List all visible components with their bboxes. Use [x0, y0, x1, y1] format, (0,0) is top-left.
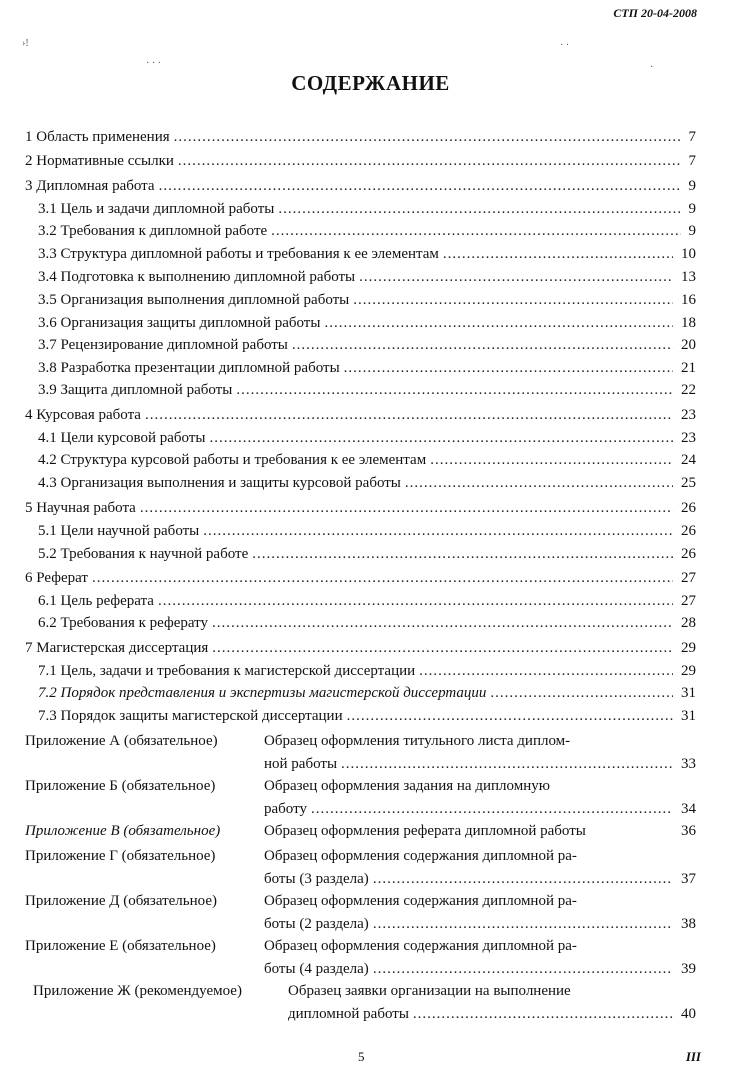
toc-entry-page: 27 — [681, 570, 696, 586]
toc-entry-page: 7 — [688, 153, 696, 169]
scan-smudge: · · — [560, 40, 570, 51]
leader-dots — [212, 637, 673, 659]
toc-entry — [38, 357, 696, 379]
toc-entry-text: 3.9 Защита дипломной работы — [38, 382, 233, 398]
appendix-label: Приложение Е (обязательное) — [25, 938, 216, 954]
appendix-label: Приложение В (обязательное) — [25, 823, 221, 839]
leader-dots — [373, 868, 673, 890]
appendix-title-text: Образец оформления содержания дипломной ра- — [264, 893, 577, 909]
toc-entry — [25, 150, 696, 172]
toc-entry-page: 29 — [681, 640, 696, 656]
document-code: СТП 20-04-2008 — [613, 6, 697, 20]
toc-entry — [38, 612, 696, 634]
appendix-title-text: работу — [264, 801, 307, 817]
toc-entry-text: 6.2 Требования к реферату — [38, 615, 209, 631]
toc-entry-text: 3.3 Структура дипломной работы и требования к ее элементам — [38, 246, 439, 262]
appendix-title-line — [264, 730, 696, 752]
leader-dots — [174, 126, 681, 148]
toc-entry-page: 31 — [681, 685, 696, 701]
toc-entry — [25, 567, 696, 589]
leader-dots — [413, 1003, 673, 1025]
toc-entry-page: 22 — [681, 382, 696, 398]
toc-entry-text: 4.3 Организация выполнения и защиты курсовой работы — [38, 475, 401, 491]
leader-dots — [341, 753, 673, 775]
toc-entry-page: 18 — [681, 315, 696, 331]
toc-entry — [38, 312, 696, 334]
toc-entry — [38, 266, 696, 288]
appendix-title-text: Образец оформления содержания дипломной ра- — [264, 938, 577, 954]
leader-dots — [405, 472, 673, 494]
appendix-title-text: дипломной работы — [288, 1006, 409, 1022]
appendix-label: Приложение Д (обязательное) — [25, 893, 217, 909]
toc-entry-text: 3.5 Организация выполнения дипломной работы — [38, 292, 350, 308]
leader-dots — [347, 705, 673, 727]
leader-dots — [443, 243, 673, 265]
appendix-title-text: боты (2 раздела) — [264, 916, 369, 932]
leader-dots — [212, 612, 673, 634]
toc-entry-text: 7 Магистерская диссертация — [25, 640, 209, 656]
appendix-label: Приложение Б (обязательное) — [25, 778, 216, 794]
toc-entry-text: 5.2 Требования к научной работе — [38, 546, 249, 562]
appendix-title-line — [264, 820, 696, 842]
toc-entry — [38, 334, 696, 356]
page-title: СОДЕРЖАНИЕ — [291, 71, 450, 95]
leader-dots — [311, 798, 673, 820]
toc-entry-text: 1 Область применения — [25, 129, 170, 145]
scan-smudge: ›! — [22, 38, 29, 49]
leader-dots — [209, 427, 673, 449]
toc-entry-text: 3.6 Организация защиты дипломной работы — [38, 315, 321, 331]
toc-entry-text: 4.2 Структура курсовой работы и требования к ее элементам — [38, 452, 427, 468]
toc-entry — [38, 705, 696, 727]
leader-dots — [324, 312, 673, 334]
page-roman-number: III — [685, 1049, 701, 1064]
toc-entry-text: 6.1 Цель реферата — [38, 593, 154, 609]
appendix-title-line — [264, 845, 696, 867]
toc-entry-page: 10 — [681, 246, 696, 262]
toc-entry-text: 3.1 Цель и задачи дипломной работы — [38, 201, 275, 217]
appendix-title-text: Образец оформления титульного листа диплом- — [264, 733, 571, 749]
toc-entry-text: 4.1 Цели курсовой работы — [38, 430, 206, 446]
leader-dots — [203, 520, 673, 542]
toc-entry-text: 7.1 Цель, задачи и требования к магистерской диссертации — [38, 663, 416, 679]
leader-dots — [419, 660, 673, 682]
toc-entry-page: 24 — [681, 452, 696, 468]
leader-dots — [178, 150, 681, 172]
toc-entry-text: 3.2 Требования к дипломной работе — [38, 223, 268, 239]
page-number: 5 — [358, 1049, 365, 1064]
toc-entry-text: 7.2 Порядок представления и экспертизы магистерской диссертации — [38, 685, 487, 701]
toc-entry-page: 13 — [681, 269, 696, 285]
appendix-title-text: Образец оформления реферата дипломной работы — [264, 823, 586, 839]
leader-dots — [344, 357, 673, 379]
scan-smudge: · · · — [146, 58, 161, 69]
appendix-title-line — [264, 958, 696, 980]
toc-entry-page: 9 — [688, 178, 696, 194]
toc-entry-page: 26 — [681, 523, 696, 539]
appendix-title-line — [264, 913, 696, 935]
appendix-title-text: Образец оформления содержания дипломной ра- — [264, 848, 577, 864]
leader-dots — [236, 379, 673, 401]
appendix-title-line — [264, 935, 696, 957]
appendix-page: 37 — [681, 871, 696, 887]
appendix-title-line — [264, 868, 696, 890]
toc-entry — [38, 590, 696, 612]
appendix-page: 33 — [681, 756, 696, 772]
appendix-title-text: ной работы — [264, 756, 338, 772]
toc-entry-page: 31 — [681, 708, 696, 724]
toc-entry — [38, 543, 696, 565]
toc-entry-page: 23 — [681, 430, 696, 446]
appendix-page: 34 — [681, 801, 696, 817]
leader-dots — [353, 289, 673, 311]
appendix-title-text: Образец заявки организации на выполнение — [288, 983, 571, 999]
appendix-title-text: боты (4 раздела) — [264, 961, 369, 977]
leader-dots — [271, 220, 680, 242]
toc-entry — [38, 660, 696, 682]
appendix-page: 38 — [681, 916, 696, 932]
leader-dots — [359, 266, 673, 288]
leader-dots — [140, 497, 673, 519]
toc-entry-text: 2 Нормативные ссылки — [25, 153, 174, 169]
toc-entry — [38, 472, 696, 494]
toc-entry-page: 23 — [681, 407, 696, 423]
leader-dots — [373, 958, 673, 980]
appendix-label: Приложение А (обязательное) — [25, 733, 218, 749]
toc-entry-text: 5.1 Цели научной работы — [38, 523, 200, 539]
toc-entry-page: 26 — [681, 546, 696, 562]
toc-entry — [38, 289, 696, 311]
appendix-title-text: Образец оформления задания на дипломную — [264, 778, 550, 794]
toc-entry-page: 25 — [681, 475, 696, 491]
appendix-title-line — [264, 890, 696, 912]
toc-entry — [38, 449, 696, 471]
toc-entry-page: 21 — [681, 360, 696, 376]
appendix-title-line — [288, 980, 696, 1002]
toc-entry — [38, 220, 696, 242]
toc-entry — [38, 520, 696, 542]
appendix-page: 36 — [681, 823, 696, 839]
toc-entry-page: 20 — [681, 337, 696, 353]
toc-entry-text: 3.7 Рецензирование дипломной работы — [38, 337, 288, 353]
leader-dots — [92, 567, 673, 589]
leader-dots — [159, 175, 681, 197]
toc-entry-page: 16 — [681, 292, 696, 308]
toc-entry-text: 7.3 Порядок защиты магистерской диссертации — [38, 708, 343, 724]
toc-entry — [25, 126, 696, 148]
appendix-page: 40 — [681, 1006, 696, 1022]
toc-entry-text: 3 Дипломная работа — [25, 178, 155, 194]
scan-smudge: · — [650, 62, 654, 73]
toc-entry — [38, 243, 696, 265]
leader-dots — [292, 334, 673, 356]
appendix-title-text: боты (3 раздела) — [264, 871, 369, 887]
toc-entry-text: 3.4 Подготовка к выполнению дипломной работы — [38, 269, 356, 285]
toc-entry — [38, 682, 696, 704]
leader-dots — [278, 198, 680, 220]
appendix-title-line — [264, 798, 696, 820]
leader-dots — [145, 404, 673, 426]
toc-entry — [25, 175, 696, 197]
toc-entry — [25, 404, 696, 426]
leader-dots — [430, 449, 673, 471]
toc-entry — [25, 637, 696, 659]
toc-entry-page: 7 — [688, 129, 696, 145]
toc-entry — [38, 427, 696, 449]
appendix-label: Приложение Г (обязательное) — [25, 848, 216, 864]
toc-entry-text: 3.8 Разработка презентации дипломной работы — [38, 360, 340, 376]
appendix-label: Приложение Ж (рекомендуемое) — [33, 983, 242, 999]
appendix-title-line — [264, 753, 696, 775]
toc-entry — [25, 497, 696, 519]
toc-entry — [38, 198, 696, 220]
toc-entry — [38, 379, 696, 401]
leader-dots — [373, 913, 673, 935]
toc-entry-page: 29 — [681, 663, 696, 679]
leader-dots — [252, 543, 673, 565]
toc-entry-page: 28 — [681, 615, 696, 631]
toc-entry-text: 5 Научная работа — [25, 500, 136, 516]
appendix-title-line — [264, 775, 696, 797]
toc-entry-page: 9 — [688, 223, 696, 239]
toc-entry-page: 9 — [688, 201, 696, 217]
leader-dots — [158, 590, 673, 612]
toc-entry-page: 27 — [681, 593, 696, 609]
appendix-page: 39 — [681, 961, 696, 977]
toc-entry-text: 6 Реферат — [25, 570, 88, 586]
toc-entry-text: 4 Курсовая работа — [25, 407, 141, 423]
toc-entry-page: 26 — [681, 500, 696, 516]
leader-dots — [490, 682, 673, 704]
appendix-title-line — [288, 1003, 696, 1025]
